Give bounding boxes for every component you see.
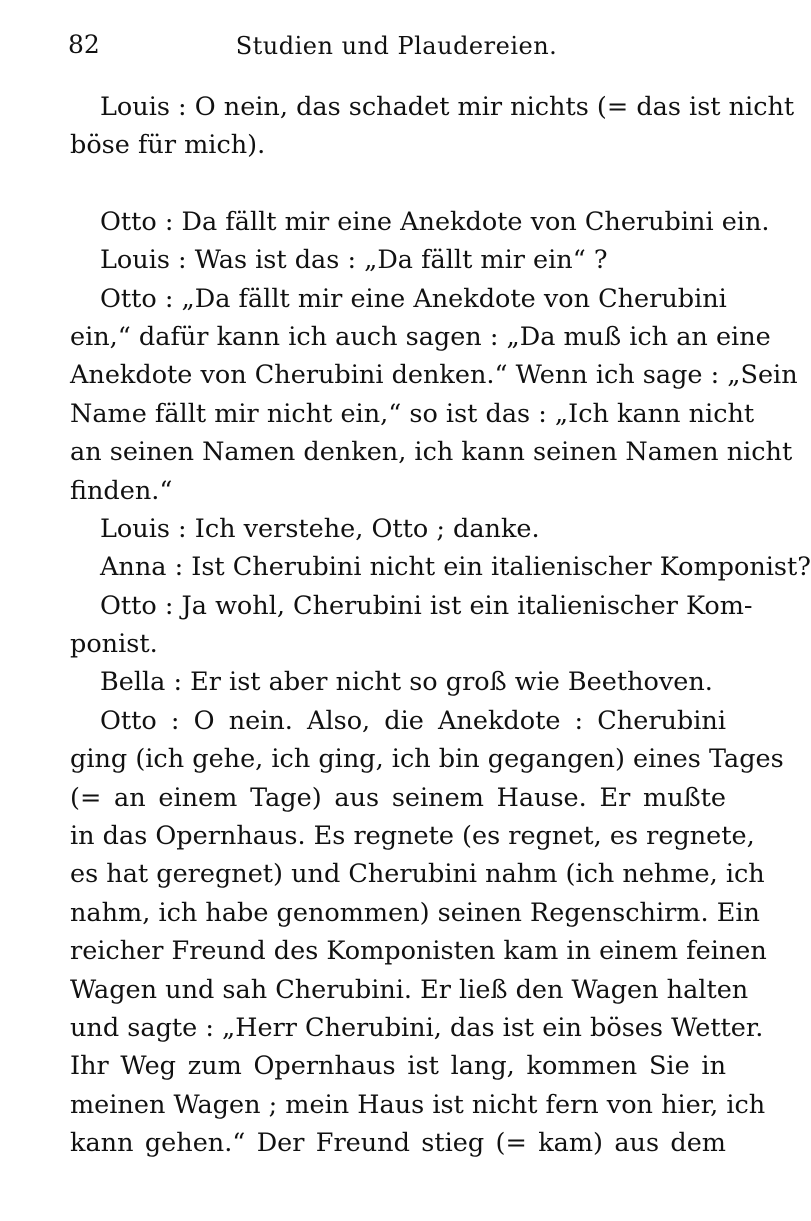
text-line: Wagen und sah Cherubini. Er ließ den Wagen halten — [70, 974, 749, 1005]
text-line: Anekdote von Cherubini denken.“ Wenn ich sage : „Sein — [70, 360, 798, 391]
body-text — [70, 88, 811, 1163]
text-line: Louis : Ich verstehe, Otto ; danke. — [100, 513, 540, 544]
text-line: Bella : Er ist aber nicht so groß wie Beethoven. — [100, 667, 713, 698]
text-line: Otto : O nein. Also, die Anekdote : Cherubini — [100, 705, 726, 736]
text-line: reicher Freund des Komponisten kam in einem feinen — [70, 936, 767, 967]
text-line: und sagte : „Herr Cherubini, das ist ein böses Wetter. — [70, 1012, 764, 1043]
page-number: 82 — [68, 30, 100, 59]
page-header — [0, 30, 793, 70]
text-line: Otto : Da fällt mir eine Anekdote von Cherubini ein. — [100, 206, 770, 237]
text-line: Anna : Ist Cherubini nicht ein italienischer Komponist? — [100, 552, 811, 583]
text-line: nahm, ich habe genommen) seinen Regenschirm. Ein — [70, 897, 760, 928]
text-line: an seinen Namen denken, ich kann seinen Namen nicht — [70, 437, 793, 468]
text-line: kann gehen.“ Der Freund stieg (= kam) aus dem — [70, 1128, 726, 1159]
text-line: finden.“ — [70, 475, 173, 506]
text-line: Name fällt mir nicht ein,“ so ist das : „Ich kann nicht — [70, 398, 755, 429]
text-line: ein,“ dafür kann ich auch sagen : „Da muß ich an eine — [70, 321, 771, 352]
text-line: Louis : Was ist das : „Da fällt mir ein“ ? — [100, 245, 608, 276]
text-line: (= an einem Tage) aus seinem Hause. Er mußte — [70, 782, 726, 813]
text-line: es hat geregnet) und Cherubini nahm (ich nehme, ich — [70, 859, 765, 890]
text-line: meinen Wagen ; mein Haus ist nicht fern von hier, ich — [70, 1089, 766, 1120]
text-line: Louis : O nein, das schadet mir nichts (= das ist nicht — [100, 92, 795, 122]
running-title: Studien und Plaudereien. — [235, 32, 558, 60]
text-line: böse für mich). — [70, 130, 266, 161]
text-line: in das Opernhaus. Es regnete (es regnet, es regnete, — [70, 821, 755, 852]
text-line: Otto : „Da fällt mir eine Anekdote von Cherubini — [100, 283, 727, 314]
text-line: Otto : Ja wohl, Cherubini ist ein italienischer Kom- — [100, 590, 753, 621]
text-line: ging (ich gehe, ich ging, ich bin gegangen) eines Tages — [70, 744, 784, 775]
text-line: Ihr Weg zum Opernhaus ist lang, kommen Sie in — [70, 1051, 726, 1082]
text-line: ponist. — [70, 629, 158, 660]
